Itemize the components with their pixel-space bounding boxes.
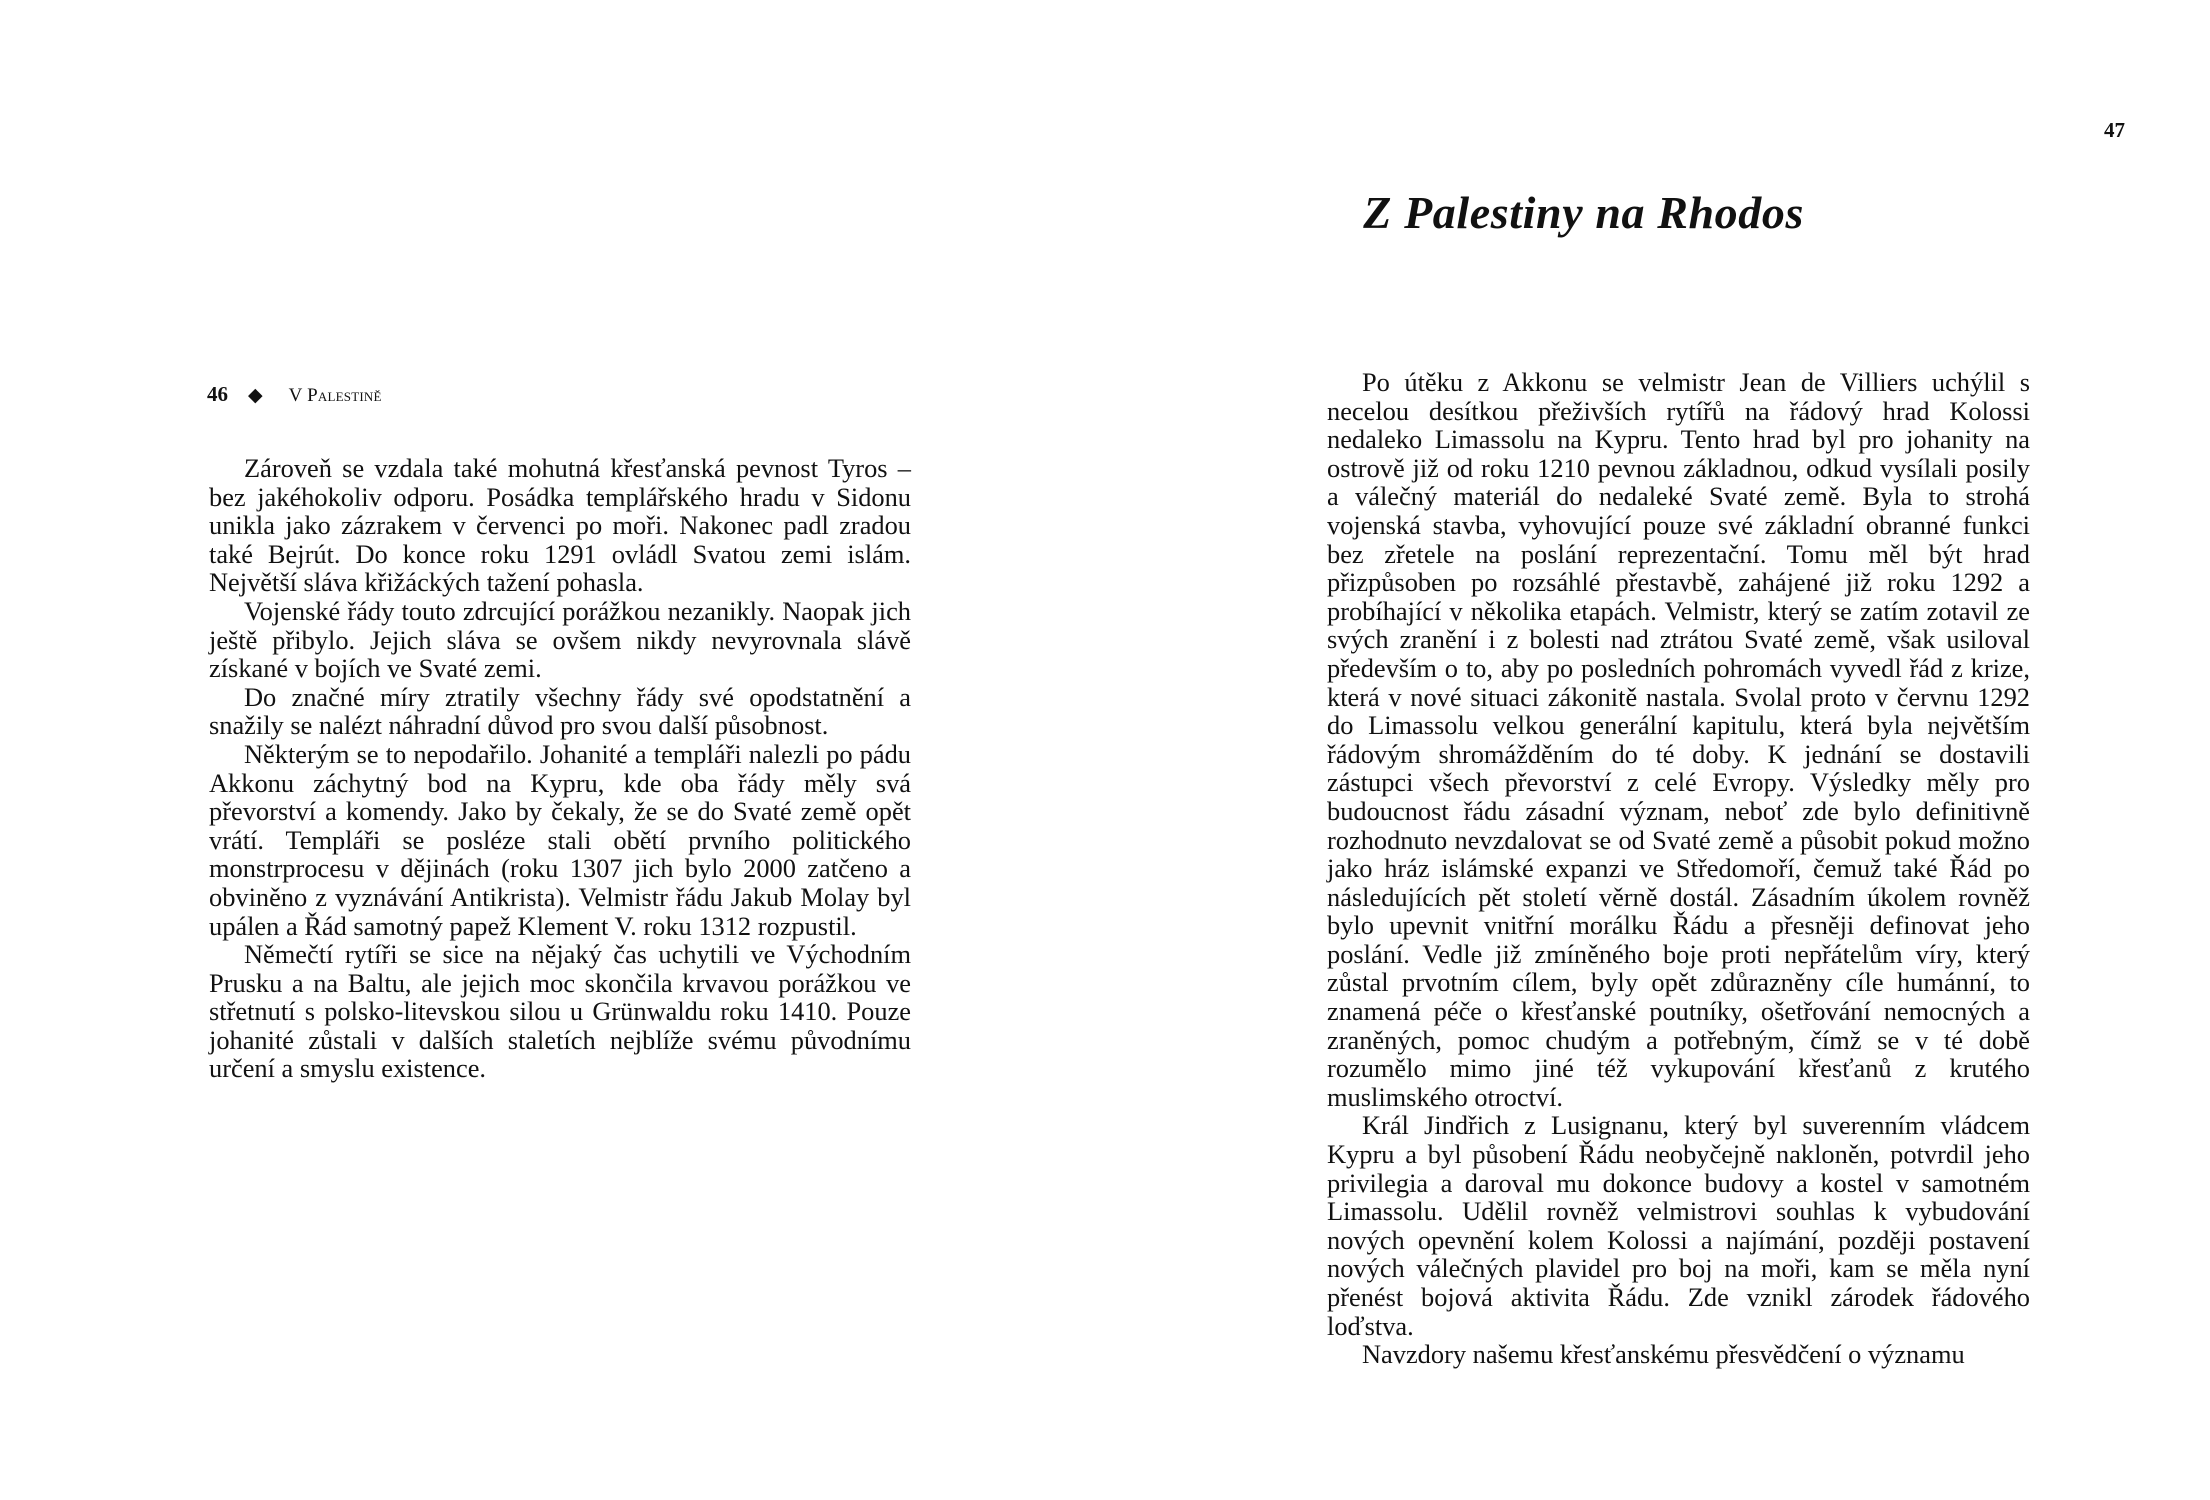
left-body-text (209, 454, 911, 1083)
chapter-title-wrapper (0, 186, 1804, 239)
page-number: 47 (2104, 118, 2125, 142)
running-head-title: V Palestině (288, 385, 382, 406)
paragraph: Vojenské řády touto zdrcující porážkou nezanikly. Naopak jich ještě přibylo. Jejich sláva se ovšem nikdy nevyrovnala slávě získané v bojích ve Svaté zemi. (209, 595, 911, 684)
paragraph: Některým se to nepodařilo. Johanité a templáři nalezli po pádu Akkonu záchytný bod na Kypru, kde oba řády měly svá převorství a komendy. Jako by čekaly, že se do Svaté země opět vrátí. Templáři se posléze stali obětí prvního politického monstrprocesu v dějinách (roku 1307 jich bylo 2000 zatčeno a obviněno z vyznávání Antikrista). Velmistr řádu Jakub Molay byl upálen a Řád samotný papež Klement V. roku 1312 rozpustil. (209, 738, 911, 941)
paragraph: Do značné míry ztratily všechny řády své opodstatnění a snažily se nalézt náhradní důvod pro svou další působnost. (209, 681, 911, 741)
paragraph: Navzdory našemu křesťanskému přesvědčení o významu (1362, 1339, 1965, 1370)
running-head (207, 382, 382, 407)
paragraph: Král Jindřich z Lusignanu, který byl suverenním vládcem Kypru a byl působení Řádu neobyčejně nakloněn, potvrdil jeho privilegia a daroval mu dokonce budovy a kostel v samotném Limassolu. Udělil rovněž velmistrovi souhlas k vybudování nových opevnění kolem Kolossi a najímání, později postavení nových válečných plavidel pro boj na moři, kam se měla nyní přenést bojová aktivita Řádu. Zde vznikl zárodek řádového loďstva. (1327, 1110, 2030, 1341)
paragraph: Němečtí rytíři se sice na nějaký čas uchytili ve Východním Prusku a na Baltu, ale jejich moc skončila krvavou porážkou ve střetnutí s polsko-litevskou silou u Grünwaldu roku 1410. Pouze johanité zůstali v dalších staletích nejblíže svému původnímu určení a smyslu existence. (209, 939, 911, 1084)
diamond-ornament-icon: ◆ (248, 385, 263, 406)
chapter-title: Z Palestiny na Rhodos (1363, 187, 1804, 238)
paragraph: Zároveň se vzdala také mohutná křesťanská pevnost Tyros – bez jakéhokoliv odporu. Posádka templářského hradu v Sidonu unikla jako zázrakem v červenci po moři. Nakonec padl zradou také Bejrút. Do konce roku 1291 ovládl Svatou zemi islám. Největší sláva křižáckých tažení pohasla. (209, 453, 911, 598)
right-body-text (1327, 368, 2030, 1369)
paragraph: Po útěku z Akkonu se velmistr Jean de Villiers uchýlil s necelou desítkou přeživších rytířů na řádový hrad Kolossi nedaleko Limassolu na Kypru. Tento hrad byl pro johanity na ostrově již od roku 1210 pevnou základnou, odkud vysílali posily a válečný materiál do nedaleké Svaté země. Byla to strohá vojenská stavba, vyhovující pouze své základní obranné funkci bez zřetele na poslání reprezentační. Tomu měl být hrad přizpůsoben po rozsáhlé přestavbě, zahájené již roku 1292 a probíhající v několika etapách. Velmistr, který se zatím zotavil ze svých zranění i z bolesti nad ztrátou Svaté země, však usiloval především o to, aby po posledních pohromách vyvedl řád z krize, která v nové situaci zákonitě nastala. Svolal proto v červnu 1292 do Limassolu velkou generální kapitulu, která byla největším řádovým shromážděním do té doby. K jednání se dostavili zástupci všech převorství z celé Evropy. Výsledky měly pro budoucnost řádu zásadní význam, neboť zde bylo definitivně rozhodnuto nevzdalovat se od Svaté země a působit pokud možno jako hráz islámské expanzi ve Středomoří, čemuž také Řád po následujících pět století věrně dostál. Zásadním úkolem rovněž bylo upevnit vnitřní morálku Řádu a přesněji definovat jeho poslání. Vedle již zmíněného boje proti nepřátelům víry, který zůstal prvotním cílem, byly opět zdůrazněny cíle humánní, to znamená péče o křesťanské poutníky, ošetřování nemocných a zraněných, pomoc chudým a potřebným, čímž se v té době rozumělo mimo jiné též vykupování křesťanů z krutého muslimského otroctví. (1327, 367, 2030, 1112)
page-number: 46 (207, 382, 228, 406)
